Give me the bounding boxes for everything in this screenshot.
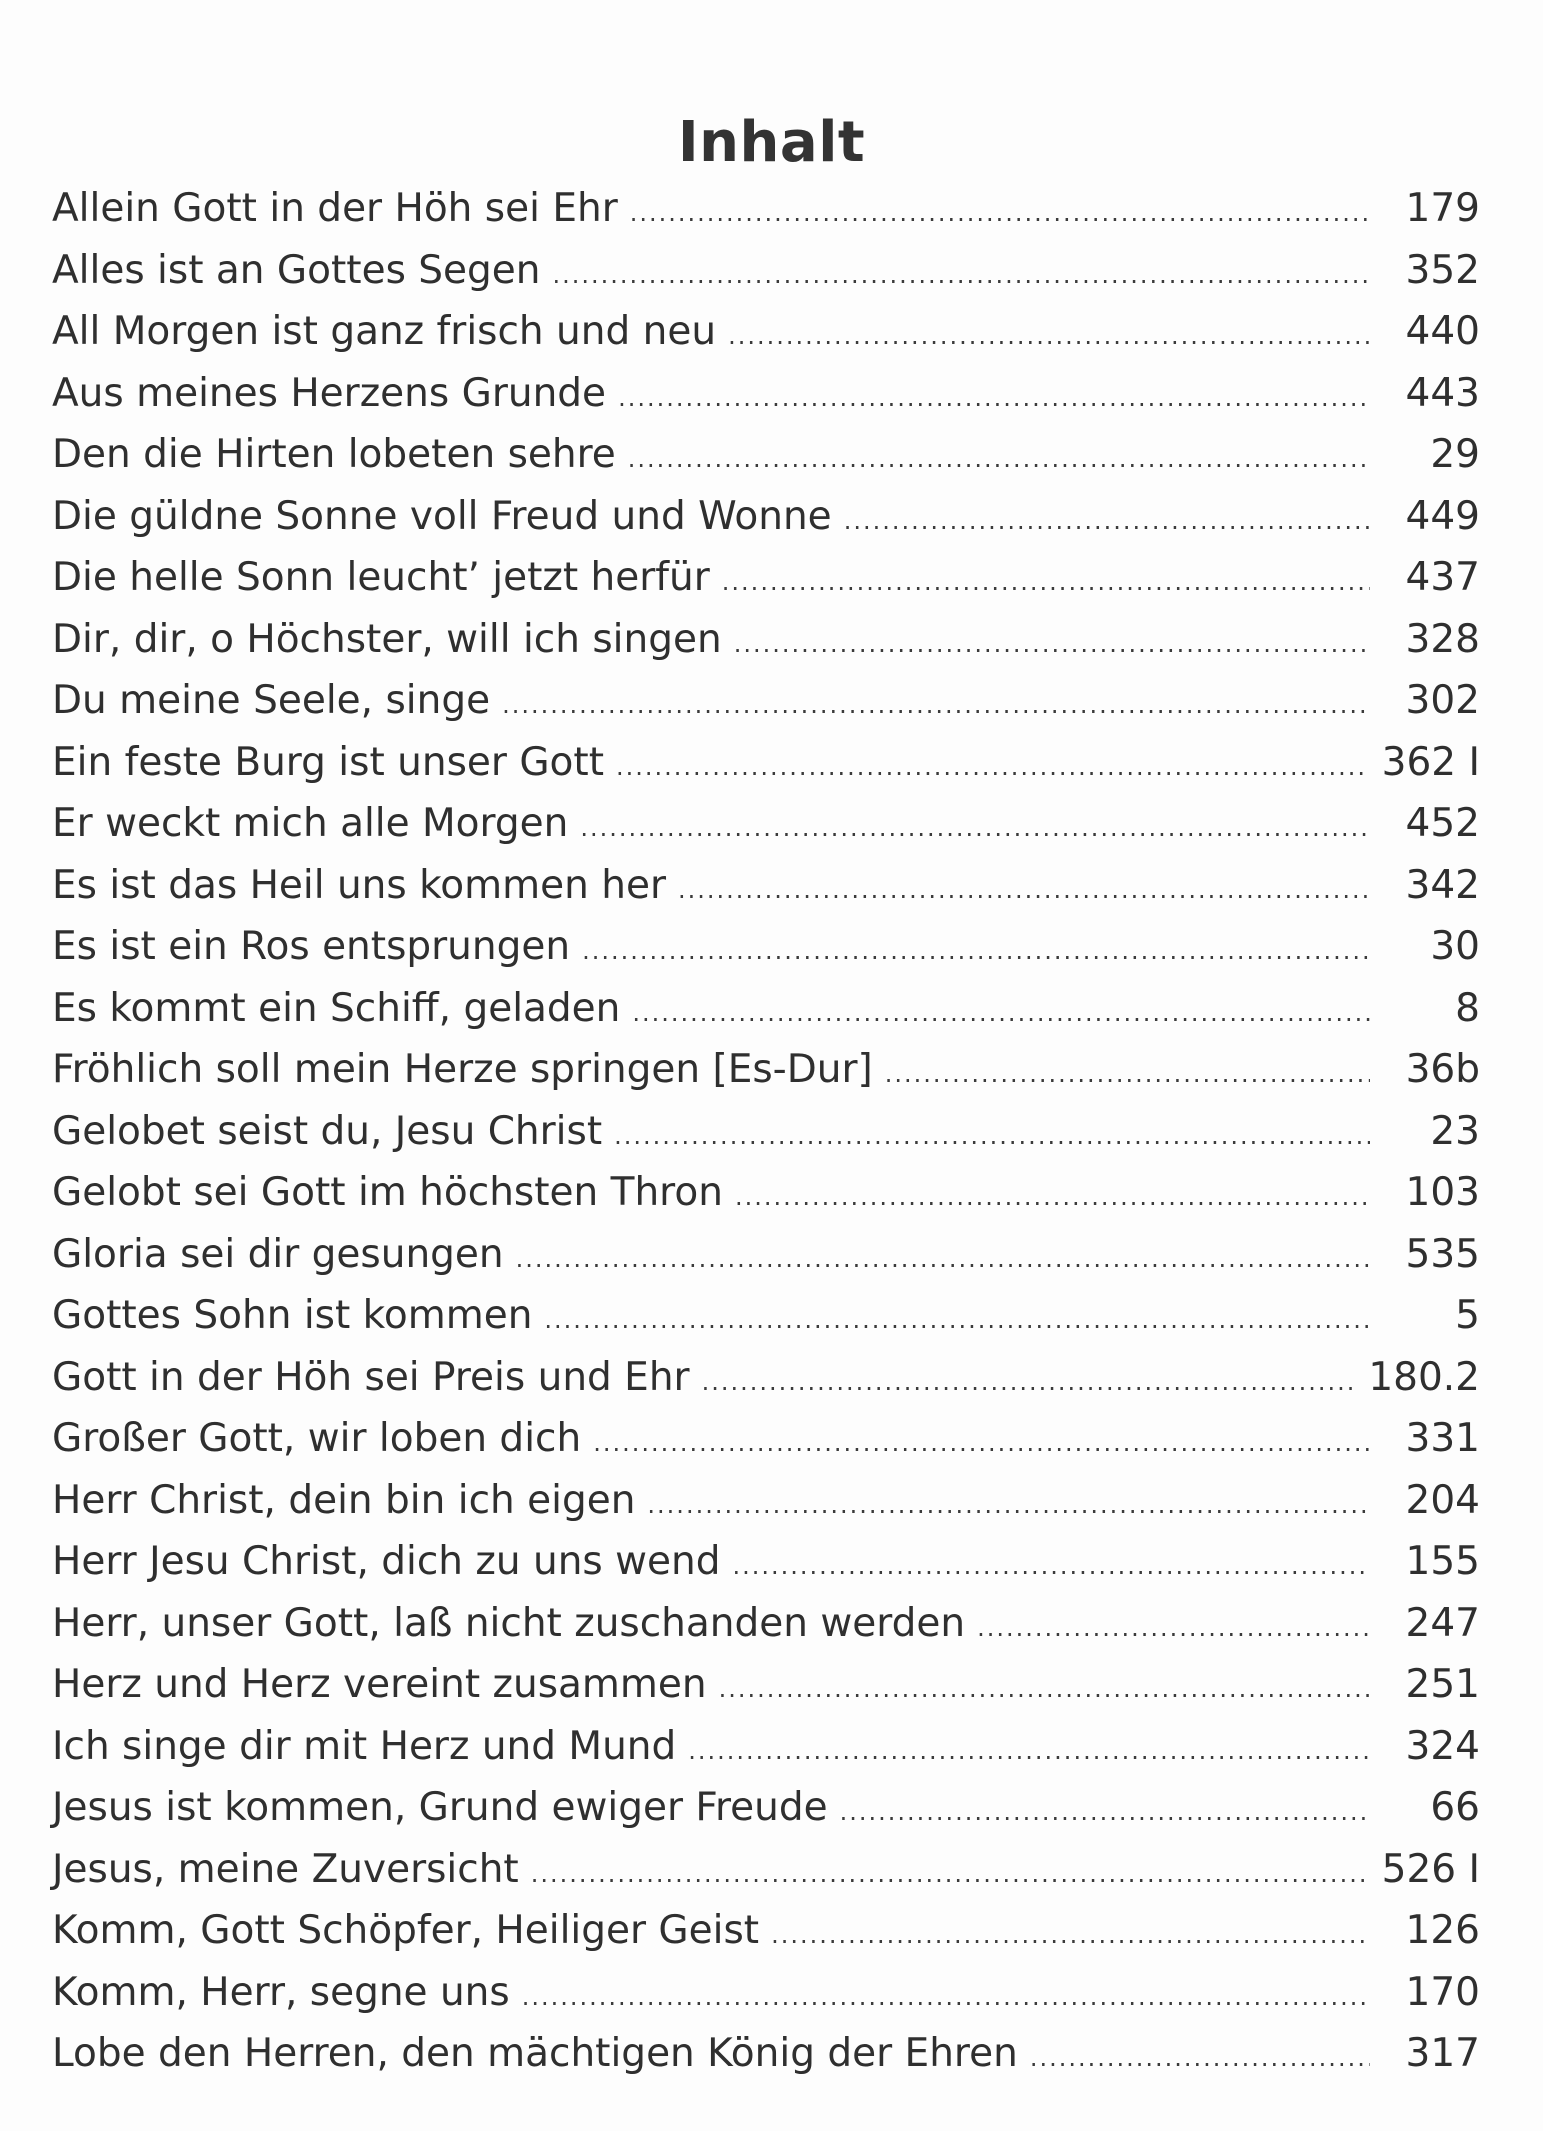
toc-entry bbox=[52, 547, 1480, 609]
entry-page-number: 23 bbox=[1430, 1108, 1480, 1154]
toc-entry bbox=[52, 1654, 1480, 1716]
entry-title: Komm, Herr, segne uns bbox=[52, 1969, 510, 2015]
entry-title: All Morgen ist ganz frisch und neu bbox=[52, 309, 717, 354]
dot-leader bbox=[678, 860, 1370, 922]
entry-page-number: 449 bbox=[1405, 493, 1480, 539]
entry-title: Herr Christ, dein bin ich eigen bbox=[52, 1477, 636, 1523]
entry-title: Gelobet seist du, Jesu Christ bbox=[52, 1108, 603, 1154]
toc-entry bbox=[52, 855, 1480, 917]
toc-entry bbox=[52, 1593, 1480, 1655]
dot-leader bbox=[844, 491, 1370, 553]
dot-leader bbox=[771, 1905, 1370, 1967]
page-title: Inhalt bbox=[677, 109, 866, 175]
entry-title: Jesus, meine Zuversicht bbox=[52, 1846, 519, 1892]
entry-title: Aus meines Herzens Grunde bbox=[52, 370, 607, 416]
dot-leader bbox=[614, 1106, 1370, 1168]
dot-leader bbox=[580, 798, 1370, 860]
toc-entry bbox=[52, 1531, 1480, 1593]
entry-page-number: 328 bbox=[1405, 616, 1480, 662]
entry-page-number: 155 bbox=[1405, 1539, 1480, 1584]
entry-page-number: 30 bbox=[1430, 924, 1480, 969]
toc-list bbox=[52, 178, 1480, 2085]
toc-entry bbox=[52, 1039, 1480, 1101]
entry-page-number: 103 bbox=[1405, 1170, 1480, 1215]
entry-page-number: 526 I bbox=[1381, 1846, 1480, 1892]
dot-leader bbox=[553, 245, 1370, 307]
entry-title: Du meine Seele, singe bbox=[52, 678, 491, 723]
entry-title: Lobe den Herren, den mächtigen König der Ehren bbox=[52, 2031, 1018, 2076]
toc-entry bbox=[52, 916, 1480, 978]
entry-page-number: 29 bbox=[1430, 432, 1480, 477]
dot-leader bbox=[1030, 2028, 1370, 2090]
entry-page-number: 179 bbox=[1405, 186, 1480, 231]
entry-page-number: 170 bbox=[1405, 1969, 1480, 2015]
toc-entry bbox=[52, 1224, 1480, 1286]
entry-page-number: 251 bbox=[1405, 1662, 1480, 1707]
dot-leader bbox=[593, 1413, 1370, 1475]
entry-title: Die helle Sonn leucht’ jetzt herfür bbox=[52, 555, 710, 600]
dot-leader bbox=[618, 368, 1370, 430]
dot-leader bbox=[632, 983, 1370, 1045]
entry-page-number: 443 bbox=[1405, 370, 1480, 416]
toc-entry bbox=[52, 1285, 1480, 1347]
entry-title: Gelobt sei Gott im höchsten Thron bbox=[52, 1170, 723, 1215]
entry-page-number: 204 bbox=[1405, 1477, 1480, 1523]
entry-page-number: 342 bbox=[1405, 862, 1480, 908]
toc-entry bbox=[52, 1347, 1480, 1409]
toc-entry bbox=[52, 424, 1480, 486]
dot-leader bbox=[735, 1167, 1370, 1229]
entry-title: Alles ist an Gottes Segen bbox=[52, 247, 541, 293]
dot-leader bbox=[544, 1290, 1370, 1352]
entry-page-number: 8 bbox=[1455, 985, 1480, 1031]
toc-entry bbox=[52, 301, 1480, 363]
entry-title: Ein feste Burg ist unser Gott bbox=[52, 739, 604, 785]
dot-leader bbox=[516, 1229, 1370, 1291]
dot-leader bbox=[702, 1352, 1355, 1414]
toc-entry bbox=[52, 1470, 1480, 1532]
dot-leader bbox=[616, 737, 1368, 799]
entry-title: Fröhlich soll mein Herze springen [Es-Dur] bbox=[52, 1047, 873, 1092]
toc-entry bbox=[52, 1962, 1480, 2024]
dot-leader bbox=[630, 183, 1370, 245]
entry-page-number: 324 bbox=[1405, 1723, 1480, 1769]
entry-title: Ich singe dir mit Herz und Mund bbox=[52, 1723, 677, 1769]
dot-leader bbox=[733, 1536, 1370, 1598]
entry-title: Die güldne Sonne voll Freud und Wonne bbox=[52, 493, 832, 539]
toc-entry bbox=[52, 363, 1480, 425]
dot-leader bbox=[522, 1967, 1370, 2029]
entry-page-number: 535 bbox=[1405, 1231, 1480, 1277]
toc-entry bbox=[52, 670, 1480, 732]
dot-leader bbox=[840, 1782, 1370, 1844]
entry-page-number: 5 bbox=[1455, 1293, 1480, 1338]
entry-title: Er weckt mich alle Morgen bbox=[52, 801, 569, 846]
entry-title: Gott in der Höh sei Preis und Ehr bbox=[52, 1354, 690, 1400]
dot-leader bbox=[722, 552, 1370, 614]
entry-title: Großer Gott, wir loben dich bbox=[52, 1416, 582, 1461]
entry-page-number: 317 bbox=[1405, 2031, 1480, 2076]
entry-page-number: 36b bbox=[1405, 1047, 1480, 1092]
toc-entry bbox=[52, 978, 1480, 1040]
toc-entry bbox=[52, 1408, 1480, 1470]
toc-entry bbox=[52, 240, 1480, 302]
dot-leader bbox=[728, 306, 1370, 368]
dot-leader bbox=[502, 675, 1370, 737]
toc-entry bbox=[52, 1839, 1480, 1901]
toc-entry bbox=[52, 609, 1480, 671]
toc-entry bbox=[52, 1162, 1480, 1224]
toc-entry bbox=[52, 1716, 1480, 1778]
toc-entry bbox=[52, 486, 1480, 548]
entry-title: Es ist das Heil uns kommen her bbox=[52, 862, 667, 908]
toc-entry bbox=[52, 732, 1480, 794]
entry-title: Den die Hirten lobeten sehre bbox=[52, 432, 616, 477]
toc-entry bbox=[52, 2023, 1480, 2085]
entry-page-number: 247 bbox=[1405, 1600, 1480, 1646]
entry-page-number: 302 bbox=[1405, 678, 1480, 723]
toc-entry bbox=[52, 793, 1480, 855]
entry-title: Gloria sei dir gesungen bbox=[52, 1231, 504, 1277]
dot-leader bbox=[977, 1598, 1370, 1660]
entry-title: Jesus ist kommen, Grund ewiger Freude bbox=[52, 1785, 828, 1830]
dot-leader bbox=[647, 1475, 1370, 1537]
entry-page-number: 66 bbox=[1430, 1785, 1480, 1830]
dot-leader bbox=[628, 429, 1370, 491]
entry-page-number: 352 bbox=[1405, 247, 1480, 293]
entry-title: Es kommt ein Schiff, geladen bbox=[52, 985, 621, 1031]
entry-title: Herz und Herz vereint zusammen bbox=[52, 1662, 707, 1707]
entry-page-number: 331 bbox=[1405, 1416, 1480, 1461]
dot-leader bbox=[719, 1659, 1370, 1721]
dot-leader bbox=[531, 1844, 1368, 1906]
toc-entry bbox=[52, 178, 1480, 240]
entry-page-number: 180.2 bbox=[1368, 1354, 1480, 1400]
toc-entry bbox=[52, 1101, 1480, 1163]
entry-title: Komm, Gott Schöpfer, Heiliger Geist bbox=[52, 1908, 760, 1953]
dot-leader bbox=[582, 921, 1370, 983]
entry-title: Herr Jesu Christ, dich zu uns wend bbox=[52, 1539, 721, 1584]
entry-page-number: 452 bbox=[1405, 801, 1480, 846]
entry-title: Dir, dir, o Höchster, will ich singen bbox=[52, 616, 722, 662]
entry-page-number: 437 bbox=[1405, 555, 1480, 600]
entry-title: Allein Gott in der Höh sei Ehr bbox=[52, 186, 618, 231]
dot-leader bbox=[885, 1044, 1370, 1106]
toc-entry bbox=[52, 1777, 1480, 1839]
entry-page-number: 126 bbox=[1405, 1908, 1480, 1953]
entry-title: Herr, unser Gott, laß nicht zuschanden werden bbox=[52, 1600, 966, 1646]
entry-title: Es ist ein Ros entsprungen bbox=[52, 924, 571, 969]
entry-page-number: 362 I bbox=[1381, 739, 1480, 785]
toc-entry bbox=[52, 1900, 1480, 1962]
dot-leader bbox=[734, 614, 1370, 676]
entry-title: Gottes Sohn ist kommen bbox=[52, 1293, 533, 1338]
entry-page-number: 440 bbox=[1405, 309, 1480, 354]
dot-leader bbox=[688, 1721, 1370, 1783]
